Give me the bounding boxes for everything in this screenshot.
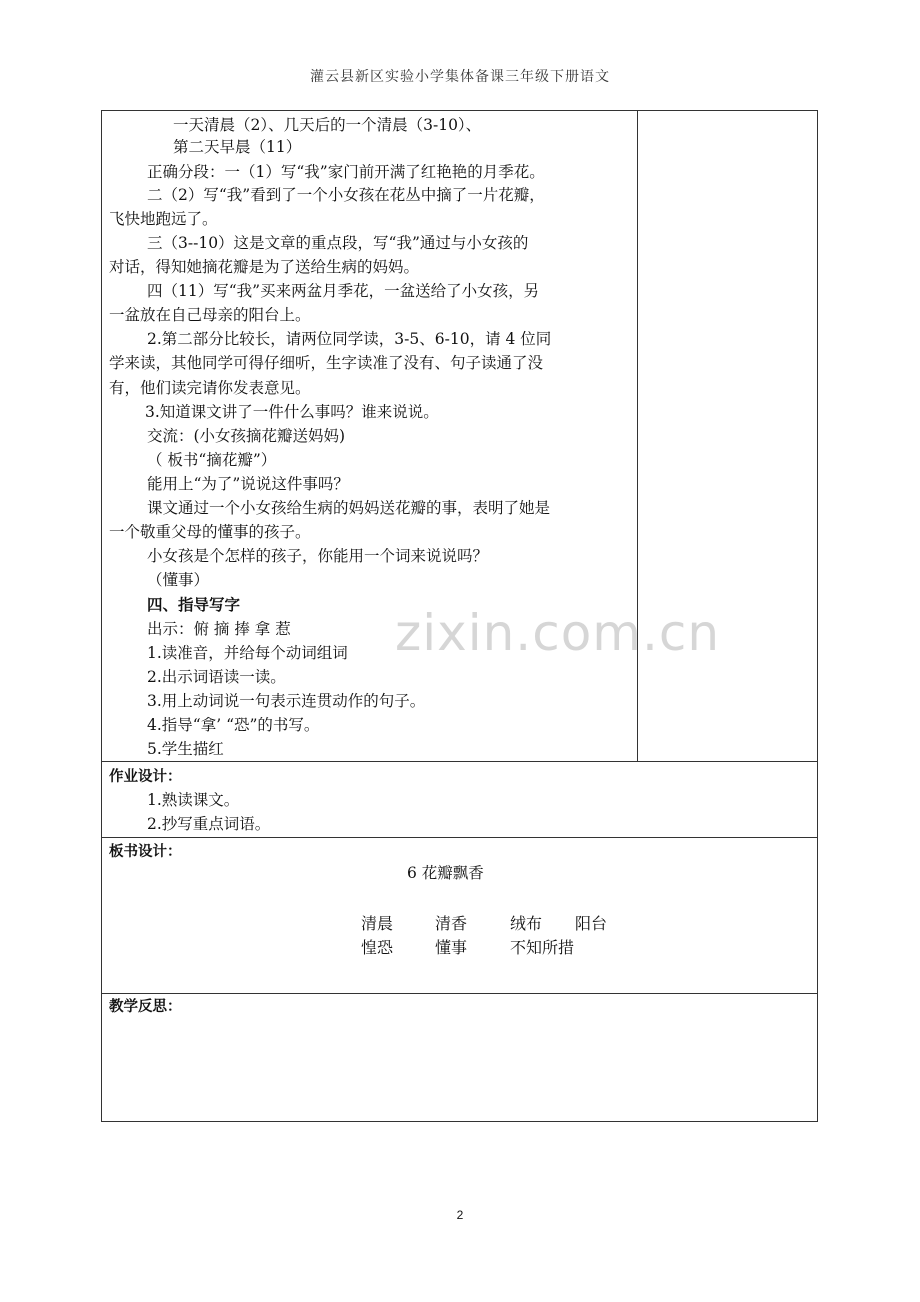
board-word: 懂事 — [435, 938, 468, 957]
lesson-content-cell — [102, 111, 638, 762]
lesson-line: 正确分段：一（1）写“我”家门前开满了红艳艳的月季花。 — [147, 163, 545, 181]
lesson-line: 一盆放在自己母亲的阳台上。 — [109, 306, 311, 324]
lesson-line: 出示：俯 摘 捧 拿 惹 — [147, 620, 291, 638]
lesson-line: 有，他们读完请你发表意见。 — [109, 379, 311, 397]
lesson-line: 2.出示词语读一读。 — [147, 668, 286, 686]
lesson-line: 5.学生描红 — [147, 740, 224, 758]
section-heading: 四、指导写字 — [147, 595, 241, 614]
lesson-line: 能用上“为了”说说这件事吗？ — [147, 475, 349, 493]
board-word: 阳台 — [575, 914, 608, 933]
homework-label: 作业设计： — [109, 769, 182, 785]
lesson-line: （ 板书“摘花瓣”） — [147, 451, 277, 469]
board-word: 绒布 — [510, 914, 543, 933]
lesson-line: 3.知道课文讲了一件什么事吗？谁来说说。 — [145, 403, 439, 421]
notes-cell — [638, 111, 817, 762]
lesson-line: 二（2）写“我”看到了一个小女孩在花丛中摘了一片花瓣， — [147, 186, 545, 204]
page-header: 灌云县新区实验小学集体备课三年级下册语文 — [310, 69, 610, 85]
reflection-section — [102, 994, 817, 1121]
board-word: 清晨 — [361, 914, 394, 933]
lesson-line: 小女孩是个怎样的孩子，你能用一个词来说说吗？ — [147, 547, 489, 565]
board-design-label: 板书设计： — [109, 844, 182, 860]
lesson-line: 交流：(小女孩摘花瓣送妈妈) — [147, 427, 346, 445]
homework-item: 1.熟读课文。 — [147, 791, 240, 809]
lesson-line: 三（3--10）这是文章的重点段，写“我”通过与小女孩的 — [147, 234, 529, 252]
board-design-section — [102, 838, 817, 994]
lesson-line: 对话，得知她摘花瓣是为了送给生病的妈妈。 — [109, 258, 420, 276]
lesson-line: 一个敬重父母的懂事的孩子。 — [109, 523, 311, 541]
board-title: 6 花瓣飘香 — [407, 864, 484, 882]
lesson-line: 课文通过一个小女孩给生病的妈妈送花瓣的事，表明了她是 — [147, 499, 551, 517]
lesson-line: 四（11）写“我”买来两盆月季花，一盆送给了小女孩，另 — [147, 282, 540, 300]
board-word: 清香 — [435, 914, 468, 933]
lesson-line: 2.第二部分比较长，请两位同学读，3-5、6-10，请 4 位同 — [147, 330, 552, 348]
board-word: 不知所措 — [510, 938, 575, 957]
lesson-line: 4.指导“拿’ “恐”的书写。 — [147, 716, 320, 734]
lesson-line: 一天清晨（2）、几天后的一个清晨（3-10）、 — [173, 116, 482, 134]
lesson-line: 学来读，其他同学可得仔细听，生字读准了没有、句子读通了没 — [109, 354, 544, 372]
reflection-label: 教学反思： — [109, 999, 182, 1015]
lesson-line: 1.读准音，并给每个动词组词 — [147, 644, 348, 662]
lesson-line: 第二天早晨（11） — [173, 138, 302, 156]
lesson-line: （懂事） — [147, 571, 210, 589]
lesson-table — [101, 110, 818, 1122]
board-word: 惶恐 — [361, 938, 394, 957]
homework-section — [102, 762, 817, 838]
lesson-line: 3.用上动词说一句表示连贯动作的句子。 — [147, 692, 426, 710]
watermark: zixin.com.cn — [395, 604, 721, 662]
homework-item: 2.抄写重点词语。 — [147, 815, 271, 833]
page-number: 2 — [456, 1208, 464, 1222]
lesson-line: 飞快地跑远了。 — [109, 210, 218, 228]
